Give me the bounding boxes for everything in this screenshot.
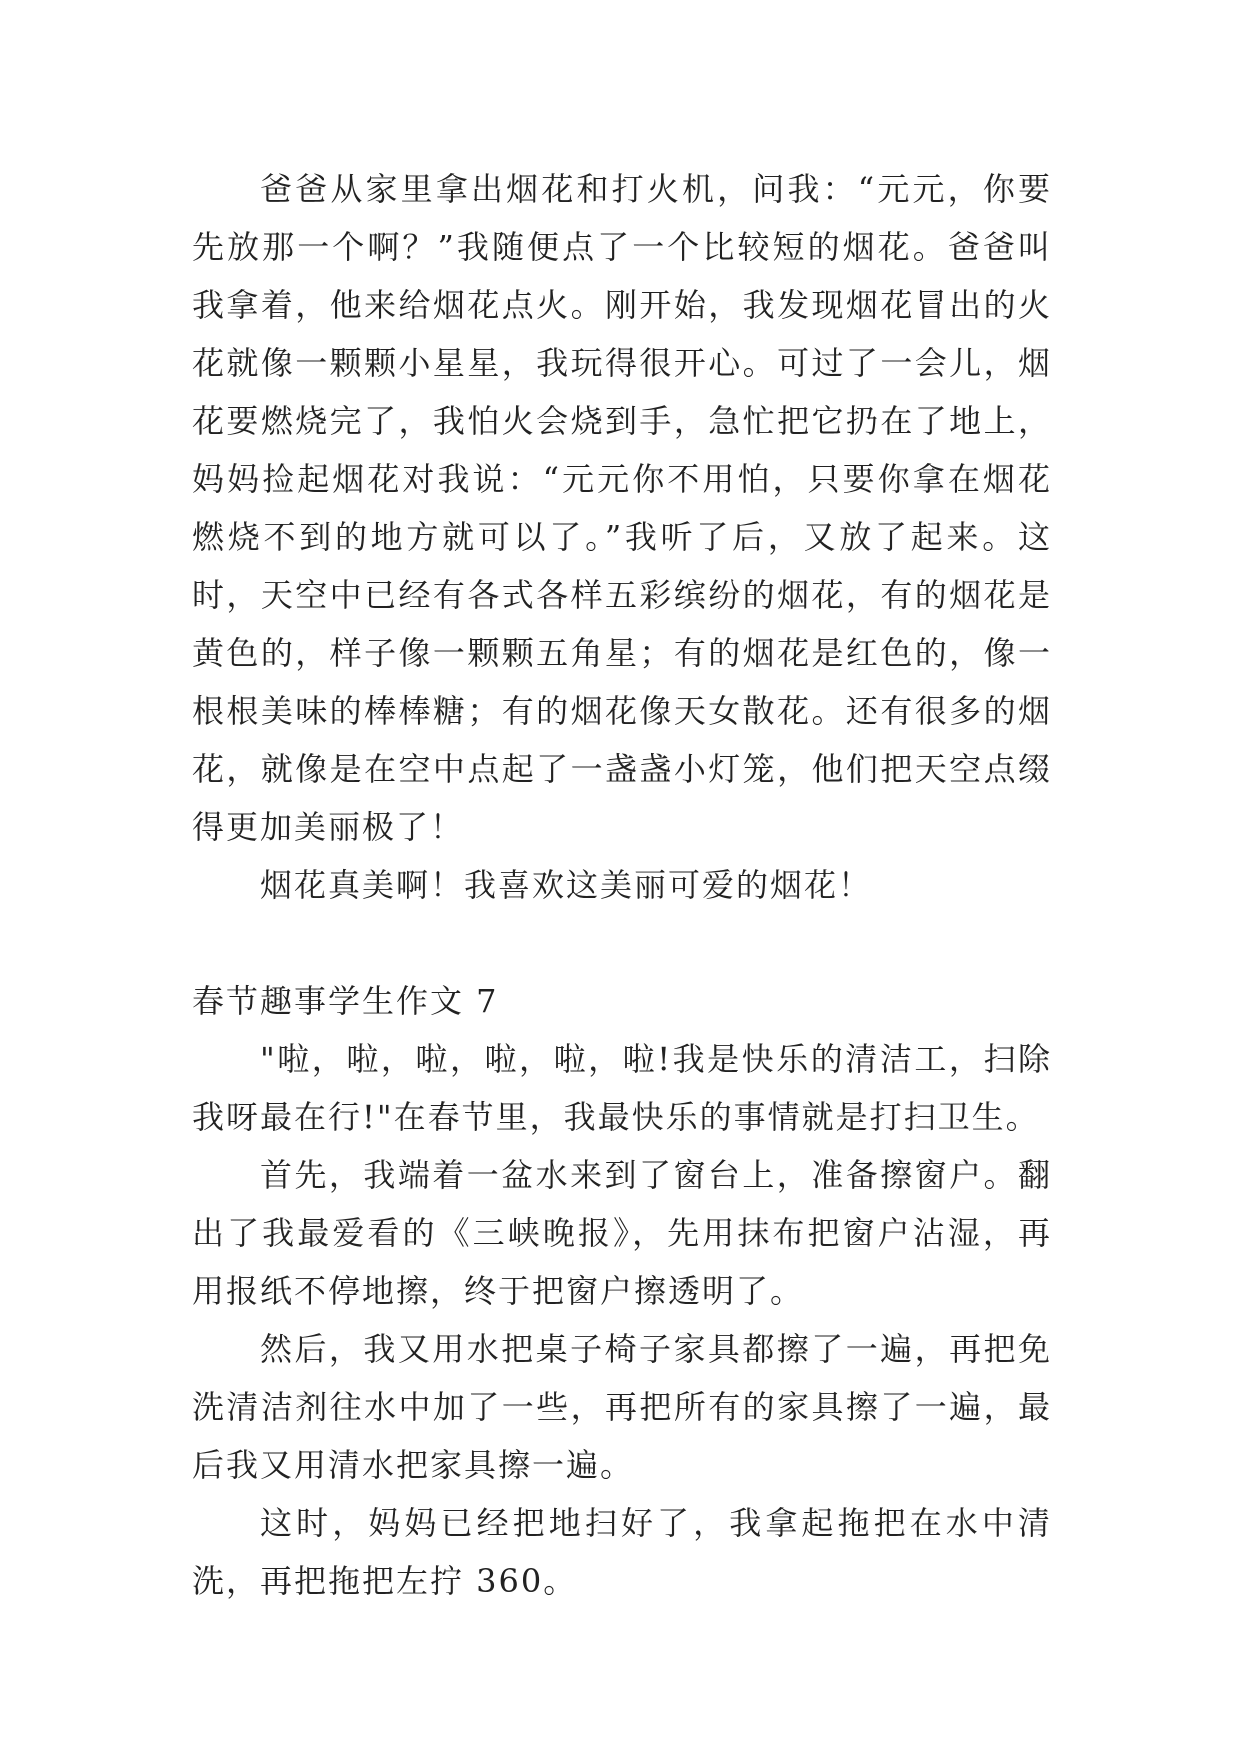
- paragraph-cleaner-intro: "啦，啦，啦，啦，啦，啦!我是快乐的清洁工，扫除我呀最在行!"在春节里，我最快乐的事情就是打扫卫生。: [192, 1040, 1052, 1136]
- paragraph-window-cleaning: 首先，我端着一盆水来到了窗台上，准备擦窗户。翻出了我最爱看的《三峡晚报》，先用抹布把窗户沾湿，再用报纸不停地擦，终于把窗户擦透明了。: [192, 1156, 1052, 1310]
- section-title: 春节趣事学生作文 7: [192, 982, 499, 1020]
- paragraph-mopping: 这时，妈妈已经把地扫好了，我拿起拖把在水中清洗，再把拖把左拧 360。: [192, 1504, 1052, 1600]
- paragraph-fireworks-story: 爸爸从家里拿出烟花和打火机，问我：“元元，你要先放那一个啊？”我随便点了一个比较短的烟花。爸爸叫我拿着，他来给烟花点火。刚开始，我发现烟花冒出的火花就像一颗颗小星星，我玩得很开心。可过了一会儿，烟花要燃烧完了，我怕火会烧到手，急忙把它扔在了地上，妈妈捡起烟花对我说：“元元你不用怕，只要你拿在烟花燃烧不到的地方就可以了。”我听了后，又放了起来。这时，天空中已经有各式各样五彩缤纷的烟花，有的烟花是黄色的，样子像一颗颗五角星；有的烟花是红色的，像一根根美味的棒棒糖；有的烟花像天女散花。还有很多的烟花，就像是在空中点起了一盏盏小灯笼，他们把天空点缀得更加美丽极了！: [192, 170, 1052, 846]
- document-body: [192, 160, 1052, 1610]
- section-spacer: [192, 914, 1052, 972]
- paragraph-furniture-cleaning: 然后，我又用水把桌子椅子家具都擦了一遍，再把免洗清洁剂往水中加了一些，再把所有的家具擦了一遍，最后我又用清水把家具擦一遍。: [192, 1330, 1052, 1484]
- paragraph-fireworks-conclusion: 烟花真美啊！我喜欢这美丽可爱的烟花！: [260, 866, 873, 904]
